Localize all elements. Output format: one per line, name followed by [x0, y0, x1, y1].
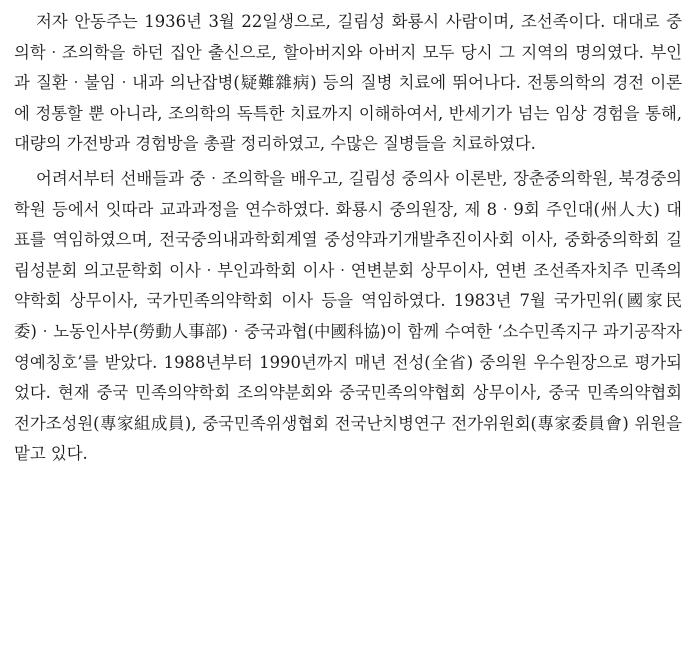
paragraph-author-background: 저자 안동주는 1936년 3월 22일생으로, 길림성 화룡시 사람이며, 조선족이다. 대대로 중의학‧조의학을 하던 집안 출신으로, 할아버지와 아버지 모두 당시 그 지역의 명의였다. 부인과 질환‧불임‧내과 의난잡병(疑難雜病) 등의 질병 치료에 뛰어나다. 전통의학의 경전 이론에 정통할 뿐 아니라, 조의학의 독특한 치료까지 이해하여서, 반세기가 넘는 임상 경험을 통해, 대량의 가전방과 경험방을 총괄 정리하였고, 수많은 질병들을 치료하였다. — [14, 12, 682, 154]
paragraph-author-career: 어려서부터 선배들과 중‧조의학을 배우고, 길림성 중의사 이론반, 장춘중의학원, 북경중의학원 등에서 잇따라 교과과정을 연수하였다. 화룡시 중의원장, 제 8‧9회 주인대(州人大) 대표를 역임하였으며, 전국중의내과학회계열 중성약과기개발추진이사회 이사, 중화중의학회 길림성분회 의고문학회 이사‧부인과학회 이사‧연변분회 상무이사, 연변 조선족자치주 민족의약학회 상무이사, 국가민족의약학회 이사 등을 역임하였다. 1983년 7월 국가민위(國家民委)‧노동인사부(勞動人事部)‧중국과협(中國科協)이 함께 수여한 ‘소수민족지구 과기공작자 영예칭호’를 받았다. 1988년부터 1990년까지 매년 전성(全省) 중의원 우수원장으로 평가되었다. 현재 중국 민족의약학회 조의약분회와 중국민족의약협회 상무이사, 중국 민족의약협회 전가조성원(專家組成員), 중국민족위생협회 전국난치병연구 전가위원회(專家委員會) 위원을 맡고 있다. — [14, 168, 682, 464]
